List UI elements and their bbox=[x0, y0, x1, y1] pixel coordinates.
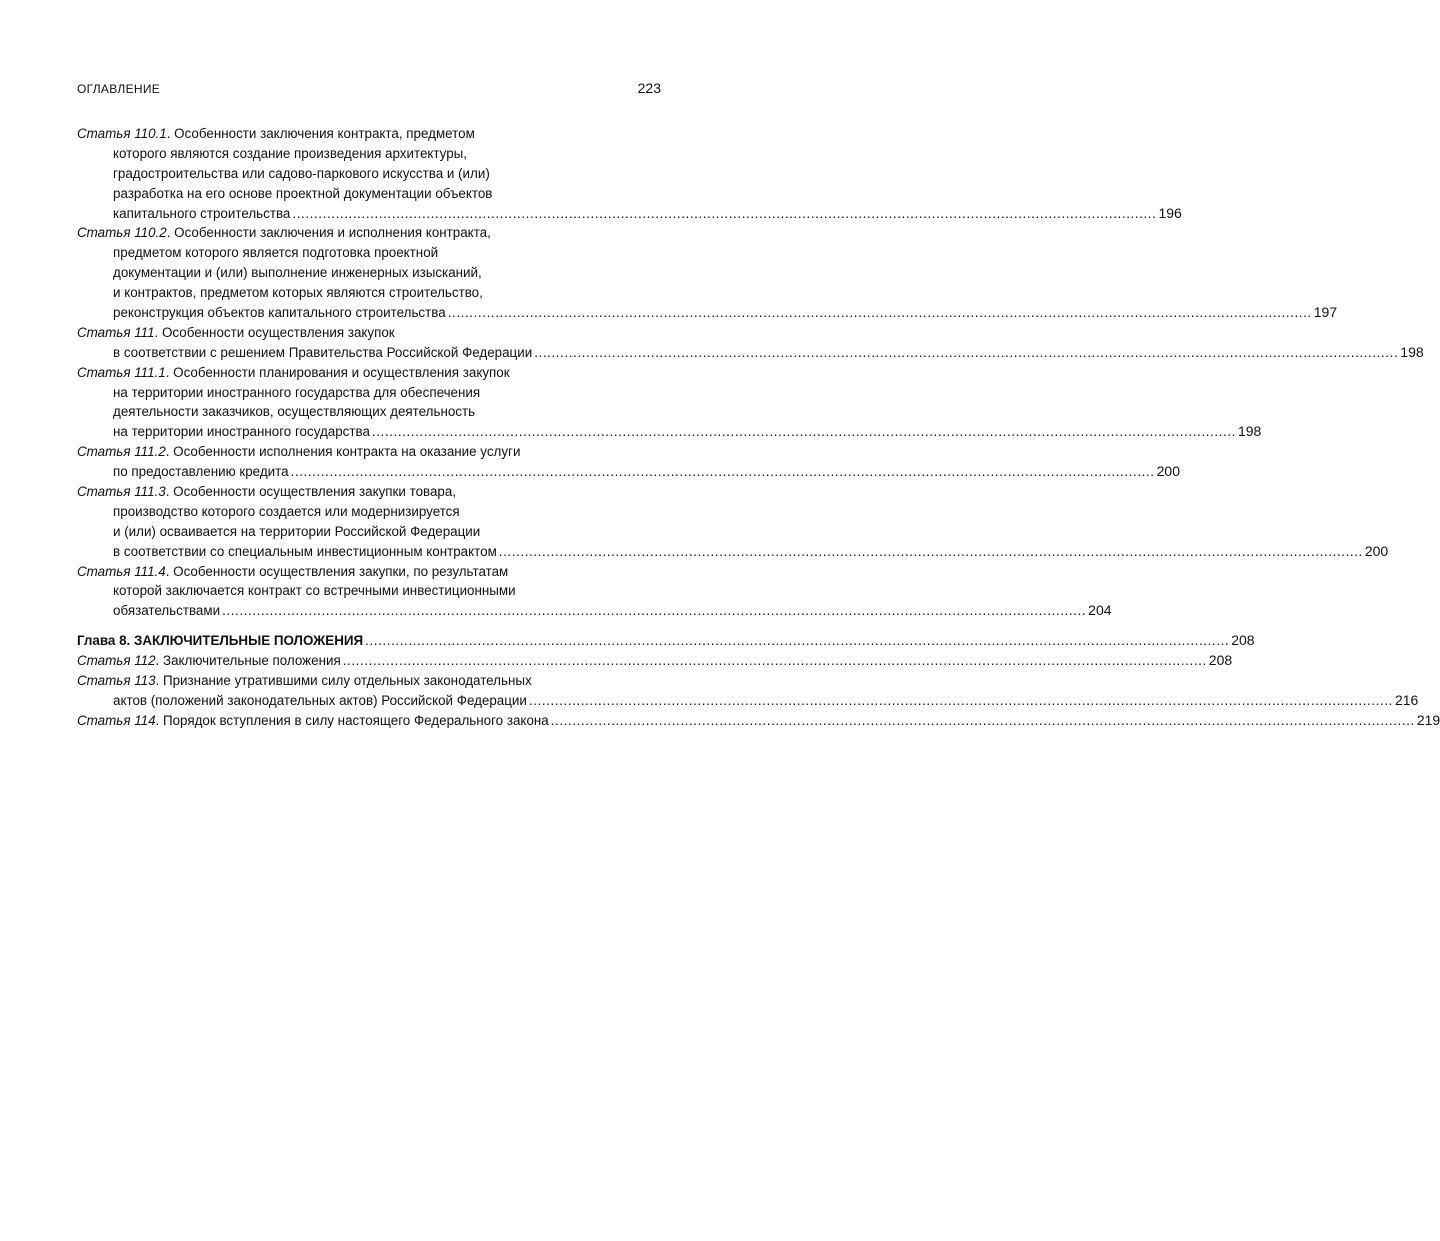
entry-first-line bbox=[77, 562, 661, 582]
entry-last-line bbox=[77, 204, 1182, 224]
entry-first-line bbox=[77, 363, 661, 383]
entry-title-end: обязательствами bbox=[113, 603, 221, 619]
entry-title-start: . Особенности заключения контракта, предметом bbox=[166, 126, 475, 141]
article-label: Статья 111 bbox=[77, 324, 155, 340]
toc-entry-article-111-4[interactable] bbox=[77, 562, 1112, 622]
entry-page-number: 198 bbox=[1400, 343, 1424, 360]
toc-entry-article-110-2[interactable] bbox=[77, 223, 1338, 322]
dot-leader: ........................................................................................................................................................................................................ bbox=[342, 653, 1207, 669]
entry-continuation: градостроительства или садово-паркового искусства и (или) bbox=[113, 165, 490, 181]
entry-page-number: 200 bbox=[1156, 463, 1180, 480]
toc-entry-article-111-1[interactable] bbox=[77, 363, 1262, 443]
article-label: Статья 111.3 bbox=[77, 484, 166, 500]
entry-single-line bbox=[77, 711, 1440, 731]
entry-title-start: . Признание утратившими силу отдельных законодательных bbox=[155, 673, 532, 689]
dot-leader: ........................................................................................................................................................................................................ bbox=[292, 205, 1157, 221]
article-label: Статья 111.2 bbox=[77, 444, 166, 460]
entry-title-end: в соответствии с решением Правительства Российской Федерации bbox=[113, 344, 533, 360]
entry-title-end: реконструкция объектов капитального строительства bbox=[113, 305, 446, 321]
entry-title-start: . Особенности осуществления закупки товара, bbox=[165, 484, 457, 500]
toc-entry-article-111-2[interactable] bbox=[77, 442, 1180, 482]
entry-continuation: деятельности заказчиков, осуществляющих деятельность bbox=[113, 404, 476, 420]
toc-entry-article-113[interactable] bbox=[77, 671, 1419, 711]
article-label: Статья 113 bbox=[77, 673, 156, 689]
dot-leader: ........................................................................................................................................................................................................ bbox=[290, 464, 1155, 480]
entry-continuation: и (или) осваивается на территории Российской Федерации bbox=[113, 523, 481, 539]
entry-single-line bbox=[77, 651, 1233, 671]
chapter-line bbox=[77, 631, 1255, 651]
entry-page-number: 204 bbox=[1088, 602, 1112, 619]
toc-entry-chapter-8[interactable] bbox=[77, 631, 1255, 651]
entry-continuation: которого являются создание произведения архитектуры, bbox=[113, 145, 468, 161]
entry-continuation: и контрактов, предметом которых являются строительство, bbox=[113, 285, 483, 301]
entry-title-start: . Особенности заключения и исполнения контракта, bbox=[166, 225, 491, 241]
entry-continuation: предметом которого является подготовка проектной bbox=[113, 245, 439, 261]
toc-entry-article-110-1[interactable] bbox=[77, 124, 1182, 223]
entry-last-line bbox=[77, 422, 1262, 442]
dot-leader: ........................................................................................................................................................................................................ bbox=[222, 603, 1087, 619]
entry-page-number: 200 bbox=[1364, 542, 1389, 559]
entry-last-line bbox=[77, 303, 1338, 323]
dot-leader: ........................................................................................................................................................................................................ bbox=[447, 305, 1312, 321]
entry-title-end: в соответствии со специальным инвестиционным контрактом bbox=[113, 543, 497, 559]
entry-last-line bbox=[77, 601, 1112, 621]
dot-leader: ........................................................................................................................................................................................................ bbox=[528, 692, 1393, 708]
entry-title-start: . Особенности осуществления закупок bbox=[154, 324, 395, 340]
entry-title bbox=[77, 711, 549, 731]
entry-last-line bbox=[77, 462, 1180, 482]
entry-last-line bbox=[77, 343, 1424, 363]
entry-title-start: . Особенности планирования и осуществления закупок bbox=[165, 364, 510, 380]
entry-title-start: . Особенности осуществления закупки, по результатам bbox=[165, 563, 509, 579]
article-label: Статья 110.2 bbox=[77, 225, 167, 241]
entry-title-text: . Порядок вступления в силу настоящего Федерального закона bbox=[155, 712, 549, 728]
entry-page-number: 198 bbox=[1237, 423, 1262, 440]
entry-title-end: капитального строительства bbox=[113, 205, 291, 221]
running-title: ОГЛАВЛЕНИЕ bbox=[77, 82, 161, 96]
table-of-contents bbox=[77, 124, 1440, 731]
article-label: Статья 111.1 bbox=[77, 364, 166, 380]
entry-page-number: 196 bbox=[1158, 204, 1182, 221]
entry-first-line bbox=[77, 124, 661, 144]
entry-first-line bbox=[77, 323, 661, 343]
entry-last-line bbox=[77, 542, 1389, 562]
entry-title-end: по предоставлению кредита bbox=[113, 464, 289, 480]
entry-first-line bbox=[77, 442, 661, 462]
entry-title-start: . Особенности исполнения контракта на оказание услуги bbox=[165, 444, 521, 460]
dot-leader: ........................................................................................................................................................................................................ bbox=[534, 344, 1399, 360]
entry-title-end: актов (положений законодательных актов) Российской Федерации bbox=[113, 692, 527, 708]
entry-page-number: 197 bbox=[1313, 304, 1338, 321]
toc-entry-article-111[interactable] bbox=[77, 323, 1424, 363]
entry-first-line bbox=[77, 671, 661, 691]
entry-continuation: документации и (или) выполнение инженерных изысканий, bbox=[113, 265, 482, 281]
entry-continuation: разработка на его основе проектной документации объектов bbox=[113, 185, 493, 201]
article-label: Статья 112 bbox=[77, 653, 156, 669]
entry-title-text: . Заключительные положения bbox=[155, 653, 341, 669]
running-head bbox=[77, 80, 661, 96]
article-label: Статья 110.1 bbox=[77, 126, 167, 141]
toc-entry-article-112[interactable] bbox=[77, 651, 1233, 671]
entry-page-number: 208 bbox=[1208, 652, 1233, 669]
toc-entry-article-111-3[interactable] bbox=[77, 482, 1389, 562]
entry-page-number: 208 bbox=[1231, 632, 1255, 649]
dot-leader: ........................................................................................................................................................................................................ bbox=[498, 543, 1363, 559]
dot-leader: ........................................................................................................................................................................................................ bbox=[365, 633, 1230, 649]
dot-leader: ........................................................................................................................................................................................................ bbox=[550, 712, 1415, 728]
entry-page-number: 219 bbox=[1416, 711, 1440, 728]
entry-continuation: производство которого создается или модернизируется bbox=[113, 503, 460, 519]
entry-title-end: на территории иностранного государства bbox=[113, 424, 370, 440]
chapter-title: Глава 8. ЗАКЛЮЧИТЕЛЬНЫЕ ПОЛОЖЕНИЯ bbox=[77, 633, 364, 649]
toc-entry-article-114[interactable] bbox=[77, 711, 1440, 731]
entry-continuation: на территории иностранного государства для обеспечения bbox=[113, 384, 481, 400]
article-label: Статья 114 bbox=[77, 712, 156, 728]
entry-first-line bbox=[77, 482, 661, 502]
entry-first-line bbox=[77, 223, 661, 243]
entry-title bbox=[77, 651, 341, 671]
article-label: Статья 111.4 bbox=[77, 563, 166, 579]
entry-continuation: которой заключается контракт со встречными инвестиционными bbox=[113, 583, 516, 599]
dot-leader: ........................................................................................................................................................................................................ bbox=[371, 424, 1236, 440]
entry-page-number: 216 bbox=[1394, 691, 1419, 708]
page-number: 223 bbox=[637, 80, 661, 96]
entry-last-line bbox=[77, 691, 1419, 711]
